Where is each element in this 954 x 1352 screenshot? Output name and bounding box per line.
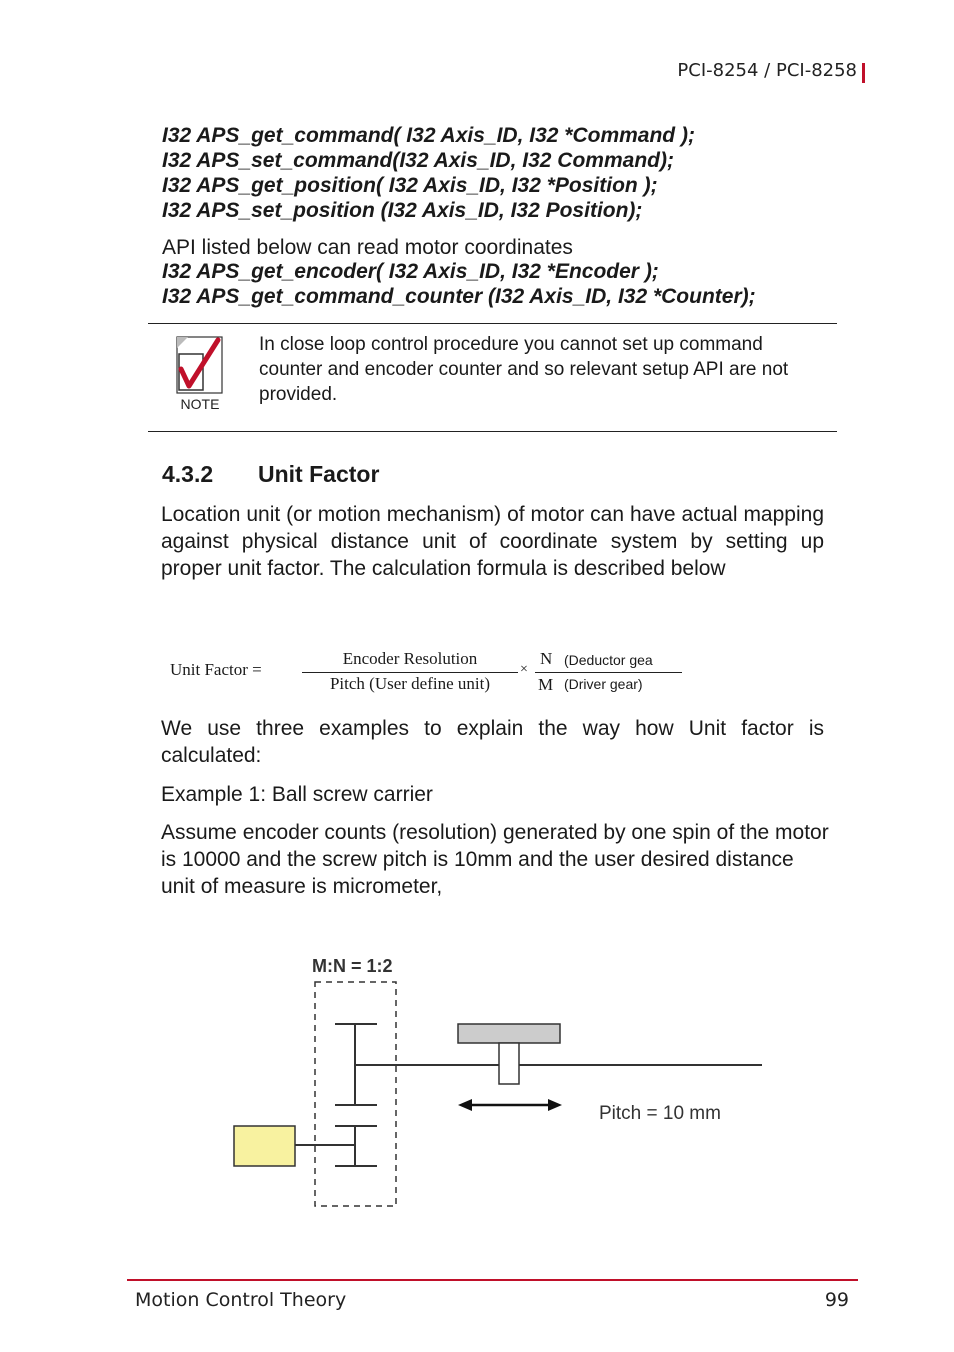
travel-arrow [458, 1099, 562, 1111]
paragraph-3: Assume encoder counts (resolution) generated by one spin of the motor is 10000 and the screw pitch is 10mm and the user desired distance unit of measure is micrometer, [161, 821, 829, 898]
unit-factor-formula [170, 648, 690, 698]
section-title: Unit Factor [258, 461, 380, 487]
numerator-2-note: (Deductor gea [564, 652, 653, 668]
fraction-bar-1 [302, 672, 518, 673]
api-line: I32 APS_get_command( I32 Axis_ID, I32 *Command ); [162, 124, 695, 147]
section-number: 4.3.2 [162, 461, 214, 487]
note-bottom-rule [148, 431, 837, 432]
api-list-1 [162, 123, 695, 223]
example-title: Example 1: Ball screw carrier [161, 783, 433, 806]
times-sign: × [520, 662, 528, 677]
api-line: I32 APS_get_position( I32 Axis_ID, I32 *Position ); [162, 174, 658, 197]
running-header: PCI-8254 / PCI-8258 [677, 60, 857, 81]
page-number: 99 [824, 1289, 849, 1311]
api-list-2 [162, 259, 756, 309]
note-top-rule [148, 323, 837, 324]
api-line: I32 APS_set_position (I32 Axis_ID, I32 Position); [162, 199, 643, 222]
note-icon-label: NOTE [180, 396, 220, 412]
formula-numerator-2: N [540, 649, 553, 668]
api-line: I32 APS_set_command(I32 Axis_ID, I32 Command); [162, 149, 674, 172]
footer-rule [127, 1279, 858, 1281]
formula-denominator-2: M [538, 675, 554, 694]
footer-chapter: Motion Control Theory [135, 1289, 347, 1311]
denominator-2-note: (Driver gear) [564, 676, 643, 692]
pitch-label: Pitch = 10 mm [599, 1103, 721, 1124]
header-accent-bar [862, 63, 865, 83]
formula-lhs: Unit Factor = [170, 660, 262, 679]
carrier-nut [499, 1043, 519, 1084]
motor-block [234, 1126, 295, 1166]
fraction-bar-2 [535, 672, 682, 673]
gear-ratio-label: M:N = 1:2 [312, 956, 393, 976]
api-line: I32 APS_get_encoder( I32 Axis_ID, I32 *Encoder ); [162, 260, 659, 283]
intro-text: API listed below can read motor coordinates [162, 236, 573, 259]
note-text: In close loop control procedure you cannot set up command counter and encoder counter and so relevant setup API are not provided. [259, 334, 789, 405]
section-paragraph: Location unit (or motion mechanism) of motor can have actual mapping against physical distance unit of coordinate system by setting up proper unit factor. The calculation formula is described below [161, 503, 824, 580]
note-icon [172, 334, 228, 414]
ball-screw-diagram [220, 975, 780, 1215]
formula-numerator-1: Encoder Resolution [342, 649, 478, 668]
api-line: I32 APS_get_command_counter (I32 Axis_ID, I32 *Counter); [162, 285, 756, 308]
carrier-table [458, 1024, 560, 1043]
paragraph-2: We use three examples to explain the way how Unit factor is calculated: [161, 717, 824, 767]
formula-denominator-1: Pitch (User define unit) [329, 674, 491, 693]
